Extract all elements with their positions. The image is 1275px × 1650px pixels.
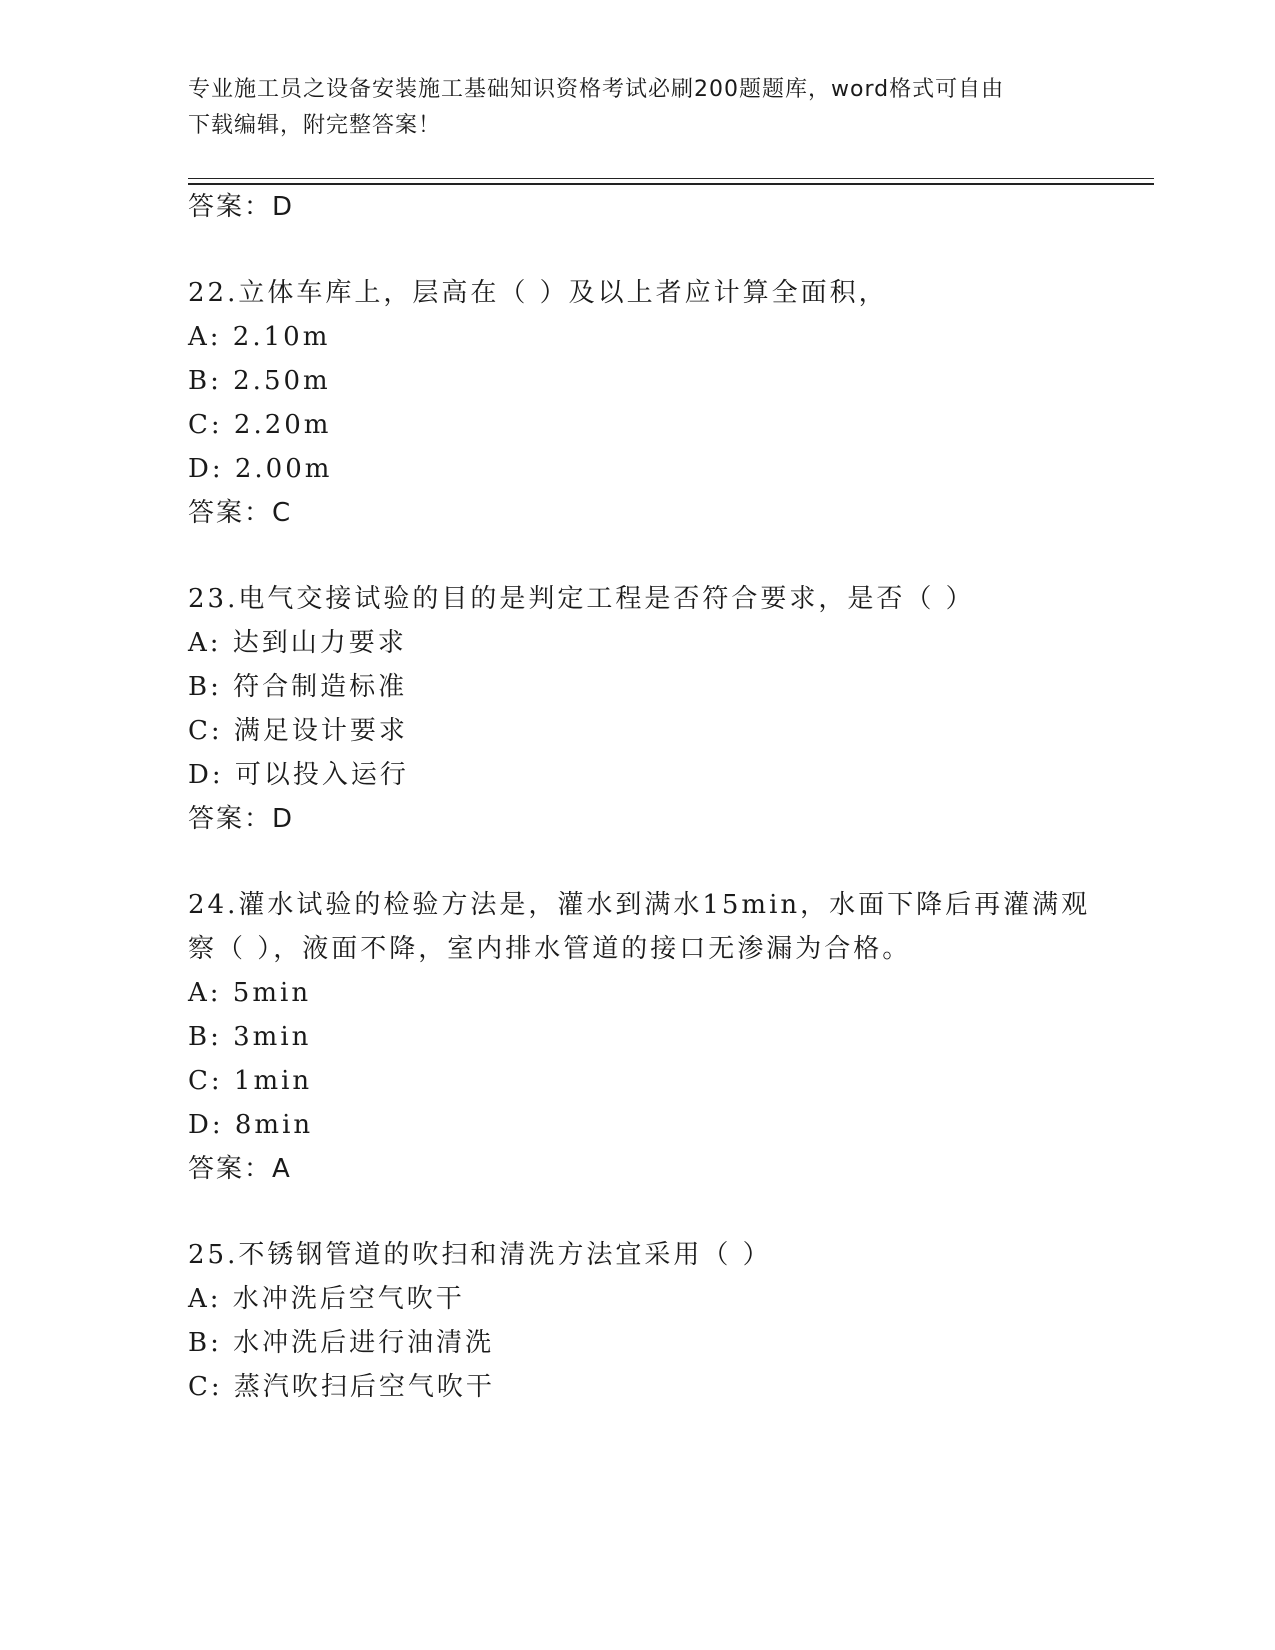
option-item: C: 1min bbox=[188, 1066, 313, 1096]
option-item: B: 2.50m bbox=[188, 366, 331, 396]
option-item: B: 3min bbox=[188, 1022, 312, 1052]
option-item: A: 5min bbox=[188, 978, 312, 1008]
option-item: A: 水冲洗后空气吹干 bbox=[188, 1284, 465, 1314]
option-item: C: 蒸汽吹扫后空气吹干 bbox=[188, 1372, 495, 1402]
question-stem: 25.不锈钢管道的吹扫和清洗方法宜采用（ ） bbox=[188, 1240, 772, 1270]
question-stem: 23.电气交接试验的目的是判定工程是否符合要求，是否（ ） bbox=[188, 584, 975, 614]
header-divider-thick bbox=[188, 183, 1154, 185]
option-item: D: 2.00m bbox=[188, 454, 333, 484]
header-line-1: 专业施工员之设备安装施工基础知识资格考试必刷200题题库，word格式可自由 bbox=[188, 77, 1005, 102]
option-item: D: 8min bbox=[188, 1110, 314, 1140]
question-stem-continued: 察（ ），液面不降，室内排水管道的接口无渗漏为合格。 bbox=[188, 934, 912, 964]
header-divider-thin bbox=[188, 178, 1154, 179]
question-stem: 24.灌水试验的检验方法是，灌水到满水15min，水面下降后再灌满观 bbox=[188, 890, 1091, 920]
option-item: A: 2.10m bbox=[188, 322, 331, 352]
answer-line: 答案：A bbox=[188, 1154, 292, 1184]
option-item: D: 可以投入运行 bbox=[188, 760, 409, 790]
answer-line: 答案：D bbox=[188, 192, 295, 222]
option-item: A: 达到山力要求 bbox=[188, 628, 407, 658]
question-stem: 22.立体车库上，层高在（ ）及以上者应计算全面积， bbox=[188, 278, 888, 308]
answer-line: 答案：D bbox=[188, 804, 295, 834]
option-item: B: 水冲洗后进行油清洗 bbox=[188, 1328, 495, 1358]
header-line-2: 下载编辑，附完整答案！ bbox=[188, 113, 442, 138]
option-item: C: 2.20m bbox=[188, 410, 332, 440]
option-item: C: 满足设计要求 bbox=[188, 716, 408, 746]
document-header bbox=[188, 72, 1068, 144]
option-item: B: 符合制造标准 bbox=[188, 672, 408, 702]
answer-line: 答案：C bbox=[188, 498, 293, 528]
